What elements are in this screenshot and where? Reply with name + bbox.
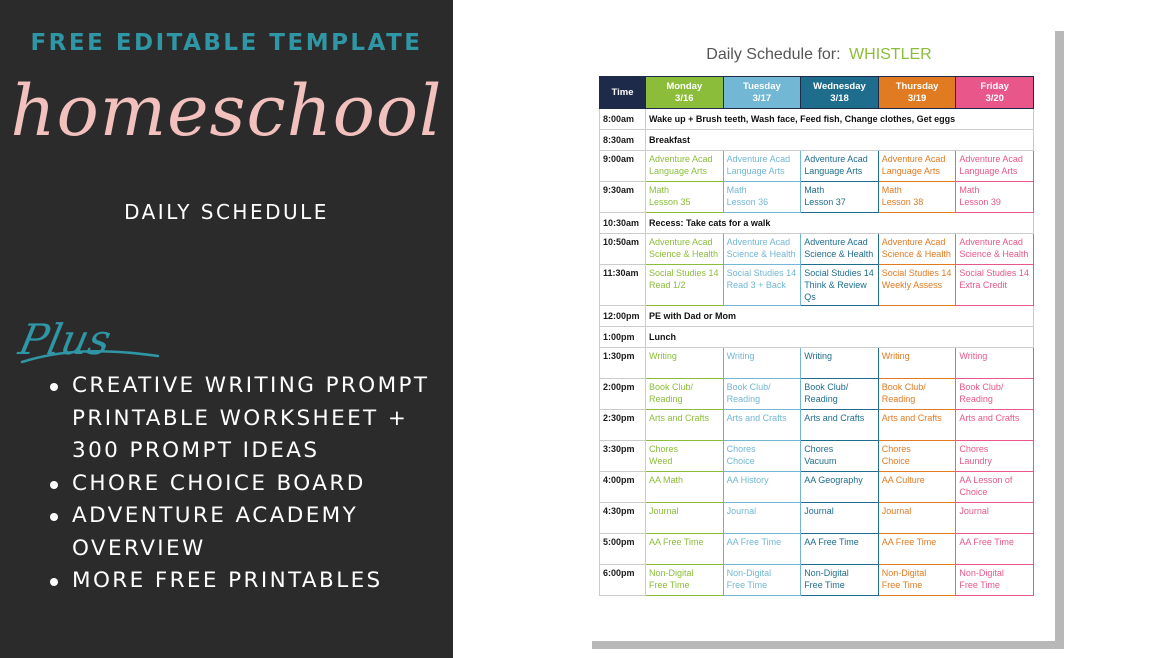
schedule-row [600,265,1034,306]
activity-line: Adventure Acad [649,154,713,164]
activity-cell [646,182,724,213]
time-cell: 1:30pm [600,348,646,379]
promo-subtitle: DAILY SCHEDULE [124,200,329,224]
activity-line: Chores [726,444,756,454]
activity-cell [878,182,956,213]
activity-line: Non-Digital [959,568,1004,578]
activity-line: Free Time [726,580,768,590]
activity-line: Math [649,185,670,195]
activity-line: Writing [726,351,755,361]
activity-cell [723,565,801,596]
activity-cell [723,503,801,534]
activity-line: Adventure Acad [881,154,946,164]
activity-line: Free Time [804,580,845,590]
header-day-name: Wednesday [813,80,866,92]
activity-line: Adventure Acad [726,237,791,247]
activity-line: Writing [881,351,910,361]
activity-cell [956,234,1034,265]
activity-cell [956,534,1034,565]
promo-bullet: ADVENTURE ACADEMY OVERVIEW [48,500,448,565]
activity-line: Writing [804,351,833,361]
activity-cell [646,410,724,441]
activity-line: Non-Digital [649,568,694,578]
time-cell: 4:30pm [600,503,646,534]
activity-line: Choice [959,487,988,497]
time-cell: 10:50am [600,234,646,265]
header-day [646,77,724,109]
activity-line: Weed [649,456,673,466]
activity-cell [646,472,724,503]
activity-line: Science & Health [804,249,874,259]
activity-line: Adventure Acad [804,237,868,247]
activity-cell [878,348,956,379]
activity-line: Think & Review Qs [804,280,867,302]
activity-cell [723,182,801,213]
activity-line: Lesson 37 [804,197,846,207]
promo-kicker: FREE EDITABLE TEMPLATE [30,30,423,56]
schedule-row [600,213,1034,234]
activity-cell [723,379,801,410]
activity-line: Free Time [881,580,923,590]
activity-line: Social Studies 14 [959,268,1029,278]
activity-cell [878,503,956,534]
header-day [956,77,1034,109]
schedule-row [600,410,1034,441]
time-cell: 10:30am [600,213,646,234]
activity-line: Arts and Crafts [726,413,787,423]
activity-cell [646,379,724,410]
activity-line: AA Free Time [726,537,782,547]
activity-cell [646,234,724,265]
activity-line: Reading [649,394,683,404]
activity-cell [878,265,956,306]
promo-bullet: CREATIVE WRITING PROMPT PRINTABLE WORKSHEET + 300 PROMPT IDEAS [48,370,448,468]
activity-cell [801,534,879,565]
activity-cell [646,534,724,565]
promo-script-title: homeschool [10,70,443,152]
activity-cell [956,265,1034,306]
activity-line: Language Arts [649,166,708,176]
activity-line: Social Studies 14 [649,268,719,278]
activity-line: Language Arts [959,166,1018,176]
schedule-row [600,306,1034,327]
activity-cell [801,379,879,410]
activity-line: Social Studies 14 [804,268,874,278]
header-day-name: Tuesday [742,80,781,92]
activity-line: Non-Digital [726,568,772,578]
activity-line: Adventure Acad [804,154,868,164]
activity-line: Journal [804,506,834,516]
activity-cell [723,410,801,441]
promo-bullet: CHORE CHOICE BOARD [48,468,448,501]
activity-cell [723,234,801,265]
promo-panel [0,0,453,658]
activity-cell [646,265,724,306]
activity-cell [723,472,801,503]
schedule-row [600,565,1034,596]
activity-line: Book Club/ [881,382,926,392]
activity-cell [878,534,956,565]
activity-line: Reading [959,394,993,404]
activity-cell [878,151,956,182]
header-time: Time [600,77,646,109]
all-days-activity: PE with Dad or Mom [646,306,1034,327]
activity-cell [878,565,956,596]
activity-cell [956,472,1034,503]
activity-line: Language Arts [881,166,940,176]
activity-cell [801,348,879,379]
activity-line: AA Math [649,475,684,485]
schedule-row [600,503,1034,534]
schedule-row [600,348,1034,379]
activity-cell [646,348,724,379]
activity-line: AA Free Time [959,537,1014,547]
header-day-date: 3/17 [752,92,772,104]
schedule-title-prefix: Daily Schedule for: [706,46,841,63]
activity-line: Journal [959,506,989,516]
activity-cell [801,265,879,306]
header-day-date: 3/16 [675,92,694,104]
activity-cell [646,565,724,596]
activity-cell [956,348,1034,379]
activity-line: Arts and Crafts [881,413,942,423]
activity-cell [956,565,1034,596]
activity-line: Vacuum [804,456,837,466]
activity-line: Arts and Crafts [959,413,1020,423]
activity-cell [801,151,879,182]
activity-line: Book Club/ [649,382,694,392]
activity-cell [956,410,1034,441]
time-cell: 2:00pm [600,379,646,410]
time-cell: 8:30am [600,130,646,151]
activity-line: Book Club/ [726,382,771,392]
activity-line: Chores [959,444,989,454]
schedule-sheet [583,23,1055,641]
activity-line: Chores [649,444,679,454]
activity-line: Math [881,185,902,195]
activity-line: Non-Digital [804,568,849,578]
activity-line: Read 3 + Back [726,280,786,290]
activity-line: Lesson 39 [959,197,1001,207]
activity-line: AA Geography [804,475,863,485]
activity-line: Lesson 36 [726,197,769,207]
all-days-activity: Wake up + Brush teeth, Wash face, Feed fish, Change clothes, Get eggs [646,109,1034,130]
all-days-activity: Breakfast [646,130,1034,151]
activity-line: Math [959,185,980,195]
activity-line: Adventure Acad [649,237,713,247]
activity-line: AA Free Time [649,537,704,547]
activity-cell [801,182,879,213]
activity-line: Adventure Acad [726,154,791,164]
header-day-name: Friday [980,80,1009,92]
activity-cell [801,234,879,265]
activity-line: Chores [804,444,834,454]
activity-line: Chores [881,444,911,454]
schedule-header-row [600,77,1034,109]
activity-line: AA Free Time [804,537,859,547]
header-day-date: 3/18 [830,92,849,104]
activity-cell [878,441,956,472]
schedule-title [583,46,1055,64]
activity-line: Science & Health [881,249,951,259]
activity-line: Social Studies 14 [726,268,797,278]
activity-cell [801,503,879,534]
header-day [723,77,801,109]
promo-bullet: MORE FREE PRINTABLES [48,565,448,598]
activity-cell [723,441,801,472]
activity-cell [801,441,879,472]
activity-line: Math [804,185,825,195]
header-day [801,77,879,109]
time-cell: 2:30pm [600,410,646,441]
activity-line: Writing [649,351,677,361]
activity-line: Reading [804,394,838,404]
activity-line: Language Arts [804,166,863,176]
activity-cell [646,503,724,534]
time-cell: 1:00pm [600,327,646,348]
activity-line: Adventure Acad [959,154,1023,164]
activity-cell [878,472,956,503]
activity-line: Journal [726,506,757,516]
activity-cell [646,151,724,182]
schedule-row [600,327,1034,348]
header-day-name: Thursday [895,80,939,92]
activity-line: Writing [959,351,988,361]
activity-line: Arts and Crafts [649,413,710,423]
activity-cell [878,379,956,410]
time-cell: 9:30am [600,182,646,213]
activity-cell [723,534,801,565]
time-cell: 8:00am [600,109,646,130]
promo-plus: Plus [14,315,116,364]
schedule-row [600,472,1034,503]
activity-cell [956,441,1034,472]
activity-line: Book Club/ [804,382,849,392]
time-cell: 3:30pm [600,441,646,472]
activity-cell [801,472,879,503]
activity-cell [801,410,879,441]
activity-cell [646,441,724,472]
promo-bullet-list [48,370,448,598]
activity-cell [723,265,801,306]
activity-line: Extra Credit [959,280,1007,290]
activity-cell [878,234,956,265]
activity-cell [956,379,1034,410]
activity-line: Lesson 35 [649,197,691,207]
activity-line: Language Arts [726,166,785,176]
header-day-name: Monday [666,80,703,92]
activity-line: Adventure Acad [881,237,946,247]
activity-line: Lesson 38 [881,197,924,207]
schedule-row [600,151,1034,182]
schedule-row [600,182,1034,213]
schedule-table [599,76,1034,596]
activity-line: Science & Health [959,249,1029,259]
activity-line: Free Time [649,580,690,590]
time-cell: 6:00pm [600,565,646,596]
activity-cell [801,565,879,596]
header-day-date: 3/19 [907,92,927,104]
activity-line: Arts and Crafts [804,413,865,423]
activity-line: AA Culture [881,475,925,485]
time-cell: 9:00am [600,151,646,182]
all-days-activity: Lunch [646,327,1034,348]
schedule-row [600,234,1034,265]
activity-cell [723,151,801,182]
activity-line: Read 1/2 [649,280,686,290]
activity-line: Social Studies 14 [881,268,952,278]
activity-line: Journal [649,506,679,516]
all-days-activity: Recess: Take cats for a walk [646,213,1034,234]
activity-line: Free Time [959,580,1000,590]
schedule-row [600,379,1034,410]
activity-line: AA History [726,475,769,485]
schedule-row [600,130,1034,151]
schedule-row [600,534,1034,565]
activity-line: Weekly Assess [881,280,943,290]
activity-line: Math [726,185,747,195]
activity-cell [956,151,1034,182]
activity-line: AA Lesson of [959,475,1013,485]
activity-line: Adventure Acad [959,237,1023,247]
activity-line: Science & Health [726,249,796,259]
time-cell: 4:00pm [600,472,646,503]
activity-line: Journal [881,506,912,516]
schedule-row [600,109,1034,130]
activity-line: AA Free Time [881,537,937,547]
activity-line: Choice [726,456,755,466]
activity-line: Choice [881,456,910,466]
time-cell: 5:00pm [600,534,646,565]
activity-cell [956,503,1034,534]
header-day-date: 3/20 [985,92,1004,104]
activity-line: Laundry [959,456,992,466]
header-day [878,77,956,109]
activity-line: Science & Health [649,249,719,259]
activity-cell [956,182,1034,213]
activity-line: Reading [726,394,761,404]
activity-line: Non-Digital [881,568,927,578]
activity-line: Reading [881,394,916,404]
activity-cell [878,410,956,441]
time-cell: 11:30am [600,265,646,306]
time-cell: 12:00pm [600,306,646,327]
activity-cell [723,348,801,379]
schedule-row [600,441,1034,472]
swash-underline-icon [20,342,160,368]
activity-line: Book Club/ [959,382,1004,392]
schedule-title-name: WHISTLER [849,46,932,63]
